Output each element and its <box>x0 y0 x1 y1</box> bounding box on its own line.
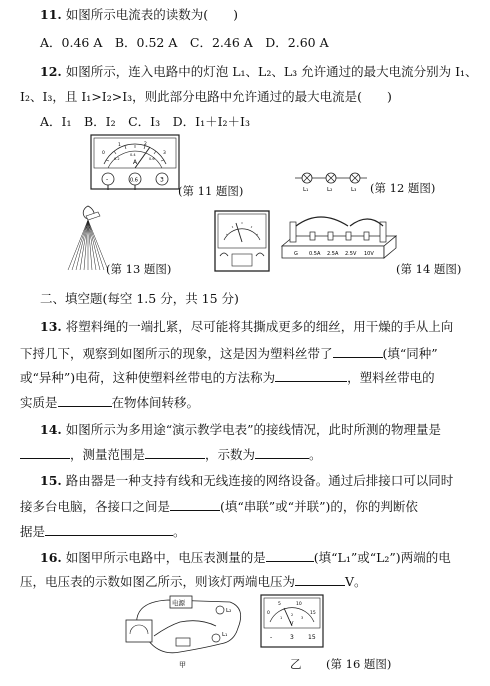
fig12-label-l3: L₃ <box>351 187 357 192</box>
q13-line4-b: 在物体间转移。 <box>111 395 200 410</box>
fig14-demo-meter <box>214 210 270 272</box>
fig12-caption: (第 12 题图) <box>370 181 436 195</box>
fig14-caption: (第 14 题图) <box>396 262 462 276</box>
fig11-scale-02: 0.2 <box>114 157 120 161</box>
q11-stem <box>40 6 470 24</box>
fig11-scale-04: 0.4 <box>130 153 136 157</box>
fig16-scale-1: 1 <box>280 616 283 620</box>
fig16-yi-label: 乙 <box>290 657 302 671</box>
fig12-label-l2: L₂ <box>327 187 333 192</box>
q12-options: A．I₁ B．I₂ C．I₃ D．I₁＋I₂＋I₃ <box>40 114 250 129</box>
fig11-scale-06: 0.6 <box>149 157 155 161</box>
q14-blank1 <box>20 445 70 459</box>
q12-stem-text1: 如图所示，连入电路中的灯泡 L₁、L₂、L₃ 允许通过的最大电流分别为 I₁、 <box>65 64 478 79</box>
q13-line3-b: ，塑料丝带电的 <box>347 370 435 385</box>
q13-line4-a: 实质是 <box>20 395 58 410</box>
q16-number: 16. <box>40 550 62 565</box>
fig16-power-label: 电源 <box>172 599 185 607</box>
q15-line3-a: 据是 <box>20 524 46 539</box>
q14-line1-text: 如图所示为多用途“演示教学电表”的接线情况，此时所测的物理量是 <box>65 422 442 437</box>
q13-line3-a: 或“异种”)电荷，这种使塑料丝带电的方法称为 <box>20 370 276 385</box>
fig12-lamps <box>295 170 367 192</box>
q15-line3 <box>20 522 470 541</box>
fig16-voltmeter <box>260 594 324 648</box>
fig11-ammeter <box>90 134 180 190</box>
fig11-terminal-neg: - <box>106 176 109 184</box>
q14-line1 <box>40 421 470 439</box>
q13-line1 <box>40 318 470 336</box>
fig14-terminal-05a: 0.5A <box>309 251 321 257</box>
fig16-scale-3: 3 <box>301 616 304 620</box>
fig16-scale-10: 10 <box>296 602 302 607</box>
fig11-terminal-06: 0.6 <box>130 177 138 184</box>
q15-blank2 <box>45 522 173 536</box>
q16-blank2 <box>295 572 345 586</box>
fig11-scale-1: 1 <box>118 143 121 148</box>
fig13-caption: (第 13 题图) <box>106 262 172 276</box>
q15-line2-b: (填“串联”或“并联”)的，你的判断依 <box>220 499 418 514</box>
q15-line2-a: 接多台电脑，各接口之间是 <box>20 499 171 514</box>
fig16-l1-label: L₁ <box>222 632 228 638</box>
fig11-scale-3: 3 <box>163 151 166 156</box>
fig11-caption: (第 11 题图) <box>178 184 244 198</box>
q16-line2-b: V。 <box>345 574 367 589</box>
q14-line2-c: 。 <box>309 447 322 462</box>
fig14-terminal-g: G <box>294 251 298 257</box>
q13-blank3 <box>58 393 112 407</box>
q14-line2-a: ，测量范围是 <box>70 447 146 462</box>
q13-blank2 <box>275 368 347 382</box>
fig14-terminal-board <box>280 214 398 264</box>
fig16-unit-label: V <box>290 621 294 627</box>
fig16-scale-0: 0 <box>267 611 270 616</box>
q15-line2 <box>20 497 470 516</box>
fig16-terminal-neg: - <box>270 634 273 641</box>
q13-line2-b: (填“同种” <box>382 346 438 361</box>
q16-line1-b: (填“L₁”或“L₂”)两端的电 <box>313 550 451 565</box>
q15-line1 <box>40 472 470 490</box>
section2-title: 二、填空题(每空 1.5 分，共 15 分) <box>40 291 239 306</box>
q13-line3 <box>20 368 470 387</box>
q14-blank3 <box>255 445 309 459</box>
fig16-jia-label: 甲 <box>179 661 186 669</box>
fig16-scale-15: 15 <box>310 611 316 616</box>
fig16-caption: (第 16 题图) <box>326 657 392 671</box>
q16-line2-a: 压，电压表的示数如图乙所示，则该灯两端电压为 <box>20 574 296 589</box>
q16-blank1 <box>266 548 314 562</box>
q15-line1-text: 路由器是一种支持有线和无线连接的网络设备。通过后排接口可以同时 <box>65 473 454 488</box>
q12-stem-line1 <box>40 63 478 81</box>
q16-line2 <box>20 572 470 591</box>
q12-stem-line2: I₂、I₃，且 I₁>I₂>I₃，则此部分电路中允许通过的最大电流是( ) <box>20 89 392 104</box>
fig16-circuit <box>120 592 250 670</box>
q15-number: 15. <box>40 473 62 488</box>
q14-number: 14. <box>40 422 62 437</box>
q14-line2-b: ，示数为 <box>205 447 256 462</box>
fig14-terminal-25a: 2.5A <box>327 251 339 257</box>
fig14-terminal-10v: 10V <box>364 251 374 257</box>
q15-blank1 <box>170 497 220 511</box>
q16-line1-a: 如图甲所示电路中，电压表测量的是 <box>65 550 266 565</box>
fig12-label-l1: L₁ <box>303 187 309 192</box>
q16-line1 <box>40 548 470 567</box>
fig11-unit-label: A <box>133 159 138 166</box>
q13-line1-text: 将塑料绳的一端扎紧，尽可能将其撕成更多的细丝，用干燥的手从上向 <box>65 319 454 334</box>
fig14-terminal-25v: 2.5V <box>345 251 357 257</box>
fig16-l2-label: L₂ <box>226 608 232 614</box>
q12-number: 12. <box>40 64 62 79</box>
q14-blank2 <box>145 445 205 459</box>
q11-options: A．0.46 A B．0.52 A C．2.46 A D．2.60 A <box>40 35 329 50</box>
q13-blank1 <box>333 344 383 358</box>
q15-line3-b: 。 <box>173 524 186 539</box>
fig16-terminal-15: 15 <box>308 634 316 641</box>
fig16-scale-5: 5 <box>278 602 281 607</box>
q13-line2 <box>20 344 470 363</box>
q14-line2 <box>20 445 470 464</box>
q13-number: 13. <box>40 319 62 334</box>
fig11-scale-0: 0 <box>102 151 105 156</box>
fig11-scale-2: 2 <box>144 142 147 147</box>
q13-line4 <box>20 393 470 412</box>
fig16-terminal-3: 3 <box>290 634 294 641</box>
q11-number: 11. <box>40 7 62 22</box>
q13-line2-a: 下捋几下，观察到如图所示的现象，这是因为塑料丝带了 <box>20 346 333 361</box>
q11-stem-text: 如图所示电流表的读数为( ) <box>65 7 238 22</box>
fig11-terminal-3: 3 <box>160 176 164 184</box>
fig16-scale-2: 2 <box>291 613 294 617</box>
